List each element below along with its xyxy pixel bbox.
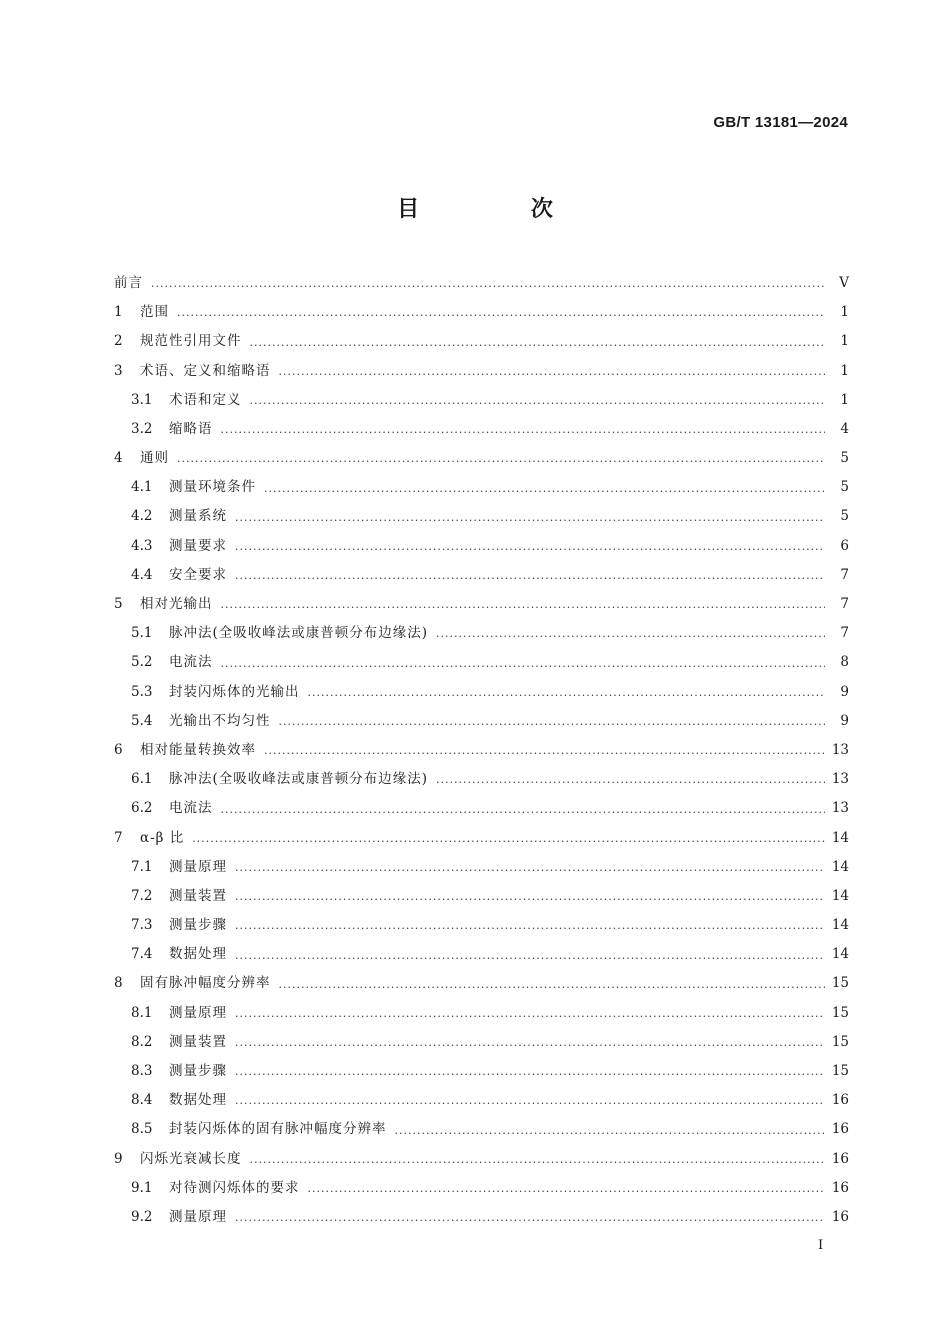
toc-entry-page: 5 xyxy=(840,450,849,467)
toc-entry[interactable] xyxy=(114,561,849,590)
toc-entry-number: 8.4 xyxy=(131,1092,153,1109)
toc-entry-page: 14 xyxy=(831,887,849,904)
toc-entry-page: 6 xyxy=(840,537,849,554)
toc-entry-number: 7.2 xyxy=(131,887,153,904)
toc-entry-page: 7 xyxy=(840,566,849,583)
toc-entry-label: 测量要求 xyxy=(169,537,227,554)
toc-entry-label: 电流法 xyxy=(169,654,213,671)
page-number: I xyxy=(818,1238,824,1253)
toc-dot-leader xyxy=(279,707,826,736)
toc-entry-page: 14 xyxy=(831,858,849,875)
toc-entry-label: 测量环境条件 xyxy=(169,479,256,496)
toc-entry[interactable] xyxy=(114,386,849,415)
toc-entry-number: 3 xyxy=(114,362,123,379)
toc-entry-number: 9.2 xyxy=(131,1208,153,1225)
toc-entry-page: 16 xyxy=(831,1179,849,1196)
toc-entry-label: 光输出不均匀性 xyxy=(169,712,271,729)
toc-entry-number: 5.1 xyxy=(131,625,153,642)
toc-entry-page: 9 xyxy=(840,712,849,729)
toc-entry[interactable] xyxy=(114,590,849,619)
toc-dot-leader xyxy=(436,619,825,648)
toc-entry-label: 闪烁光衰减长度 xyxy=(140,1150,242,1167)
toc-entry-label: 电流法 xyxy=(169,800,213,817)
toc-entry[interactable] xyxy=(114,970,849,999)
toc-entry-label: 安全要求 xyxy=(169,566,227,583)
toc-entry-page: 13 xyxy=(831,741,849,758)
toc-dot-leader xyxy=(308,1174,826,1203)
toc-entry-page: 8 xyxy=(840,654,849,671)
toc-entry[interactable] xyxy=(114,327,849,356)
toc-entry[interactable] xyxy=(114,357,849,386)
toc-entry-page: 16 xyxy=(831,1121,849,1138)
toc-dot-leader xyxy=(235,1057,825,1086)
toc-dot-leader xyxy=(235,853,825,882)
toc-dot-leader xyxy=(221,794,826,823)
toc-entry-page: 1 xyxy=(840,333,849,350)
toc-entry-page: 7 xyxy=(840,625,849,642)
toc-entry-number: 7.1 xyxy=(131,858,153,875)
toc-entry-label: 数据处理 xyxy=(169,1092,227,1109)
toc-entry[interactable] xyxy=(114,1174,849,1203)
toc-entry-number: 8.2 xyxy=(131,1033,153,1050)
toc-entry-number: 8 xyxy=(114,975,123,992)
toc-entry-label: 对待测闪烁体的要求 xyxy=(169,1179,300,1196)
toc-dot-leader xyxy=(279,357,826,386)
toc-dot-leader xyxy=(436,765,825,794)
toc-entry-page: 1 xyxy=(840,304,849,321)
toc-entry-number: 3.1 xyxy=(131,391,153,408)
toc-entry-number: 1 xyxy=(114,304,123,321)
toc-dot-leader xyxy=(235,561,825,590)
toc-entry-number: 8.5 xyxy=(131,1121,153,1138)
toc-dot-leader xyxy=(235,1203,825,1232)
toc-entry-number: 5.2 xyxy=(131,654,153,671)
toc-entry[interactable] xyxy=(114,765,849,794)
toc-entry-label: 测量步骤 xyxy=(169,1063,227,1080)
toc-entry-number: 5.3 xyxy=(131,683,153,700)
toc-entry-label: 测量原理 xyxy=(169,858,227,875)
page-title: 目 次 xyxy=(397,197,605,222)
toc-entry[interactable] xyxy=(114,736,849,765)
toc-dot-leader xyxy=(177,298,825,327)
toc-dot-leader xyxy=(151,269,825,298)
toc-dot-leader xyxy=(192,824,825,853)
toc-entry-page: 15 xyxy=(831,975,849,992)
toc-entry[interactable] xyxy=(114,824,849,853)
toc-entry[interactable] xyxy=(114,882,849,911)
toc-entry-label: 前言 xyxy=(114,274,143,291)
toc-entry-number: 7.3 xyxy=(131,917,153,934)
toc-entry[interactable] xyxy=(114,444,849,473)
toc-entry-label: 相对光输出 xyxy=(140,596,213,613)
table-of-contents xyxy=(114,269,849,1232)
toc-entry-page: V xyxy=(839,274,849,291)
toc-dot-leader xyxy=(235,1086,825,1115)
toc-entry-page: 16 xyxy=(831,1150,849,1167)
toc-entry-label: 固有脉冲幅度分辨率 xyxy=(140,975,271,992)
toc-entry[interactable] xyxy=(114,619,849,648)
toc-dot-leader xyxy=(395,1115,826,1144)
toc-entry[interactable] xyxy=(114,648,849,677)
toc-entry[interactable] xyxy=(114,1028,849,1057)
toc-entry-number: 6 xyxy=(114,741,123,758)
toc-dot-leader xyxy=(177,444,825,473)
toc-entry-page: 16 xyxy=(831,1208,849,1225)
toc-entry-page: 14 xyxy=(831,829,849,846)
toc-entry[interactable] xyxy=(114,1057,849,1086)
toc-dot-leader xyxy=(250,327,826,356)
toc-entry-page: 14 xyxy=(831,917,849,934)
toc-entry-page: 15 xyxy=(831,1063,849,1080)
toc-entry-page: 15 xyxy=(831,1033,849,1050)
toc-entry-number: 5.4 xyxy=(131,712,153,729)
toc-entry-label: 缩略语 xyxy=(169,420,213,437)
toc-entry-label: 通则 xyxy=(140,450,169,467)
toc-entry-number: 9 xyxy=(114,1150,123,1167)
toc-dot-leader xyxy=(221,415,826,444)
toc-entry[interactable] xyxy=(114,794,849,823)
toc-entry-number: 4.3 xyxy=(131,537,153,554)
toc-entry[interactable] xyxy=(114,1145,849,1174)
toc-entry[interactable] xyxy=(114,269,849,298)
toc-entry-label: 规范性引用文件 xyxy=(140,333,242,350)
toc-entry-label: 术语、定义和缩略语 xyxy=(140,362,271,379)
toc-entry-label: 范围 xyxy=(140,304,169,321)
toc-entry-number: 8.3 xyxy=(131,1063,153,1080)
toc-dot-leader xyxy=(308,678,826,707)
toc-entry-page: 5 xyxy=(840,508,849,525)
toc-dot-leader xyxy=(235,940,825,969)
toc-entry-page: 14 xyxy=(831,946,849,963)
toc-dot-leader xyxy=(235,1028,825,1057)
toc-entry-number: 4.4 xyxy=(131,566,153,583)
toc-entry-number: 5 xyxy=(114,596,123,613)
toc-entry-label: 测量装置 xyxy=(169,1033,227,1050)
toc-entry-page: 15 xyxy=(831,1004,849,1021)
toc-entry-number: 6.2 xyxy=(131,800,153,817)
toc-entry-page: 1 xyxy=(840,391,849,408)
toc-entry[interactable] xyxy=(114,1115,849,1144)
toc-entry-number: 6.1 xyxy=(131,771,153,788)
toc-entry-page: 16 xyxy=(831,1092,849,1109)
toc-entry-label: 封装闪烁体的固有脉冲幅度分辨率 xyxy=(169,1121,387,1138)
toc-dot-leader xyxy=(250,386,826,415)
toc-entry[interactable] xyxy=(114,678,849,707)
toc-dot-leader xyxy=(221,648,826,677)
toc-entry[interactable] xyxy=(114,853,849,882)
toc-entry[interactable] xyxy=(114,940,849,969)
toc-entry-number: 7 xyxy=(114,829,123,846)
toc-entry[interactable] xyxy=(114,1203,849,1232)
toc-entry-label: 测量装置 xyxy=(169,887,227,904)
toc-entry-page: 1 xyxy=(840,362,849,379)
toc-entry-page: 13 xyxy=(831,800,849,817)
toc-entry-number: 3.2 xyxy=(131,420,153,437)
toc-entry-number: 7.4 xyxy=(131,946,153,963)
toc-entry-number: 4.2 xyxy=(131,508,153,525)
toc-dot-leader xyxy=(221,590,826,619)
toc-entry-page: 5 xyxy=(840,479,849,496)
toc-entry[interactable] xyxy=(114,999,849,1028)
toc-entry-number: 4.1 xyxy=(131,479,153,496)
toc-entry[interactable] xyxy=(114,503,849,532)
toc-entry-number: 8.1 xyxy=(131,1004,153,1021)
toc-dot-leader xyxy=(235,532,825,561)
toc-entry-page: 9 xyxy=(840,683,849,700)
toc-dot-leader xyxy=(235,911,825,940)
toc-entry-label: 测量步骤 xyxy=(169,917,227,934)
toc-entry-label: 测量系统 xyxy=(169,508,227,525)
toc-entry-label: 术语和定义 xyxy=(169,391,242,408)
standard-code: GB/T 13181—2024 xyxy=(713,114,848,131)
toc-entry[interactable] xyxy=(114,415,849,444)
toc-entry-page: 4 xyxy=(840,420,849,437)
toc-entry[interactable] xyxy=(114,911,849,940)
toc-dot-leader xyxy=(235,999,825,1028)
toc-dot-leader xyxy=(250,1145,826,1174)
toc-entry[interactable] xyxy=(114,1086,849,1115)
toc-entry-label: 脉冲法(全吸收峰法或康普顿分布边缘法) xyxy=(169,771,429,788)
toc-entry-number: 4 xyxy=(114,450,123,467)
toc-entry-label: α-β 比 xyxy=(140,829,185,846)
toc-entry-label: 相对能量转换效率 xyxy=(140,741,256,758)
toc-entry-label: 封装闪烁体的光输出 xyxy=(169,683,300,700)
toc-entry-page: 7 xyxy=(840,596,849,613)
toc-entry-number: 9.1 xyxy=(131,1179,153,1196)
toc-dot-leader xyxy=(235,882,825,911)
toc-entry-label: 测量原理 xyxy=(169,1208,227,1225)
toc-entry-number: 2 xyxy=(114,333,123,350)
toc-entry[interactable] xyxy=(114,532,849,561)
toc-entry[interactable] xyxy=(114,707,849,736)
toc-dot-leader xyxy=(264,736,825,765)
toc-dot-leader xyxy=(235,503,825,532)
toc-entry-label: 测量原理 xyxy=(169,1004,227,1021)
toc-entry-label: 数据处理 xyxy=(169,946,227,963)
toc-entry-label: 脉冲法(全吸收峰法或康普顿分布边缘法) xyxy=(169,625,429,642)
toc-entry[interactable] xyxy=(114,473,849,502)
toc-entry[interactable] xyxy=(114,298,849,327)
toc-dot-leader xyxy=(264,473,825,502)
toc-dot-leader xyxy=(279,970,826,999)
toc-entry-page: 13 xyxy=(831,771,849,788)
